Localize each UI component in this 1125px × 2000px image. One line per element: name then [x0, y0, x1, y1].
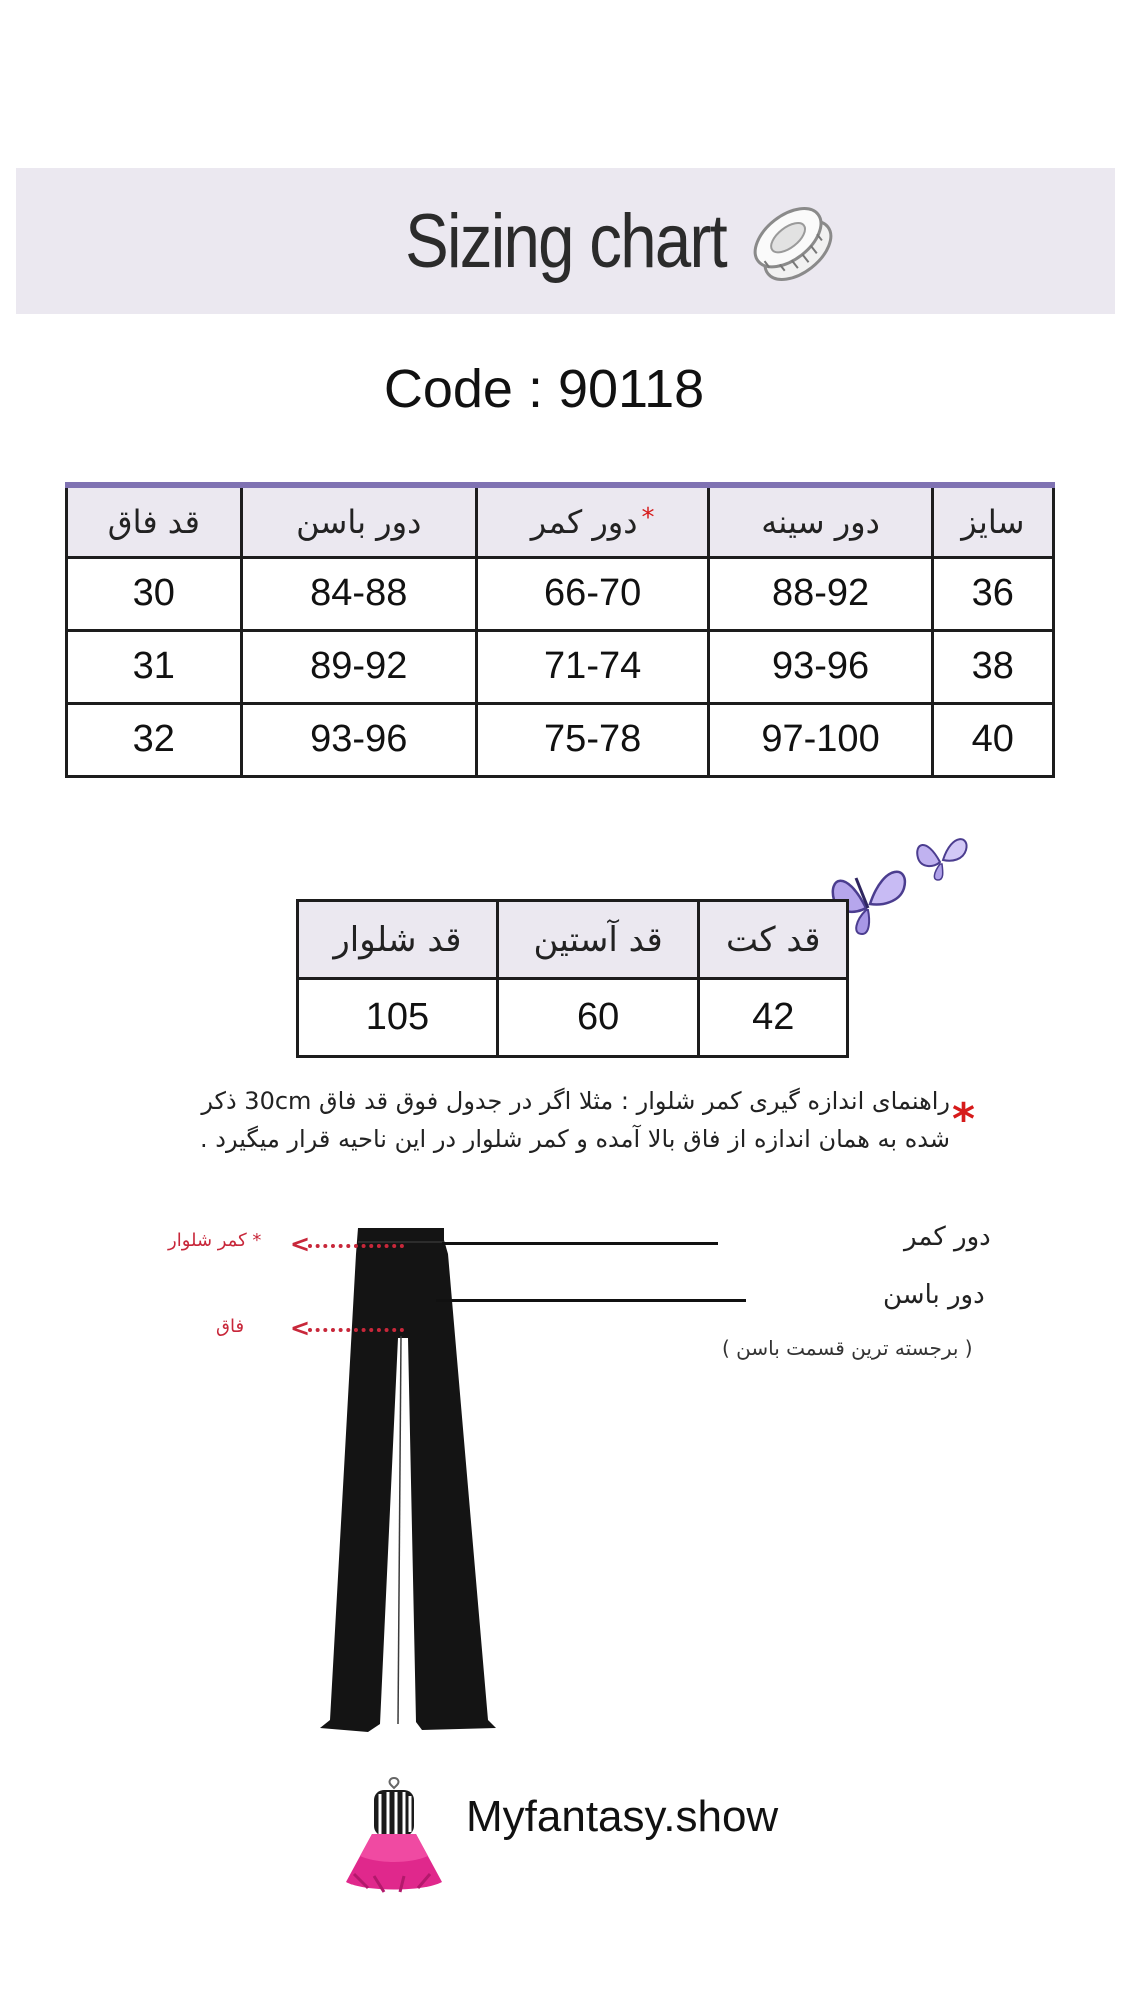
note-line-1: راهنمای اندازه گیری کمر شلوار : مثلا اگر در جدول فوق قد فاق 30cm ذکر — [201, 1087, 950, 1115]
cell-rise: 32 — [67, 703, 242, 776]
cell-rise: 30 — [67, 557, 242, 630]
cell-size: 36 — [932, 557, 1053, 630]
note-line-2: شده به همان اندازه از فاق بالا آمده و کمر شلوار در این ناحیه قرار میگیرد . — [200, 1125, 950, 1153]
crotch-label: فاق — [216, 1316, 245, 1337]
cell-chest: 97-100 — [709, 703, 932, 776]
length-table-header — [298, 901, 848, 979]
waistband-arrow-icon: < — [290, 1230, 311, 1258]
cell-rise: 31 — [67, 630, 242, 703]
header-chest: دور سینه — [709, 485, 932, 557]
brand-name: Myfantasy.show — [466, 1792, 779, 1841]
cell-pants: 105 — [298, 979, 498, 1057]
size-table-header — [67, 485, 1054, 557]
cell-chest: 93-96 — [709, 630, 932, 703]
cell-sleeve: 60 — [497, 979, 699, 1057]
waist-reference-line — [442, 1242, 718, 1245]
cell-size: 40 — [932, 703, 1053, 776]
cell-hip: 89-92 — [241, 630, 476, 703]
length-table — [296, 899, 849, 1058]
header-pants: قد شلوار — [298, 901, 498, 979]
crotch-dotted-line — [308, 1328, 404, 1332]
code-label: Code : — [383, 359, 543, 419]
butterfly-icon — [912, 828, 972, 884]
cell-waist: 66-70 — [476, 557, 709, 630]
table-row — [67, 557, 1054, 630]
crotch-arrow-icon: < — [290, 1314, 311, 1342]
waist-label: دور کمر — [904, 1222, 991, 1252]
header-banner — [16, 168, 1115, 314]
hip-note: ( برجسته ترین قسمت باسن ) — [722, 1336, 973, 1360]
code-value: 90118 — [557, 359, 705, 419]
header-size: سایز — [932, 485, 1053, 557]
table-row — [298, 979, 848, 1057]
waistband-label: * کمر شلوار — [168, 1230, 262, 1251]
product-code — [0, 358, 1088, 420]
hip-reference-line — [436, 1299, 746, 1302]
cell-hip: 93-96 — [241, 703, 476, 776]
header-sleeve: قد آستین — [497, 901, 699, 979]
size-table — [65, 482, 1055, 778]
dress-logo-icon — [344, 1776, 444, 1896]
measuring-tape-icon — [748, 196, 838, 292]
header-hip: دور باسن — [241, 485, 476, 557]
waist-star: * — [641, 502, 655, 533]
cell-size: 38 — [932, 630, 1053, 703]
cell-waist: 71-74 — [476, 630, 709, 703]
note-star: * — [952, 1094, 976, 1145]
table-row — [67, 630, 1054, 703]
cell-waist: 75-78 — [476, 703, 709, 776]
header-waist — [476, 485, 709, 557]
cell-hip: 84-88 — [241, 557, 476, 630]
header-jacket: قد کت — [699, 901, 848, 979]
waistband-dotted-line — [308, 1244, 404, 1248]
hip-label: دور باسن — [883, 1280, 985, 1310]
table-row — [67, 703, 1054, 776]
pants-illustration — [320, 1228, 500, 1738]
page-title: Sizing chart — [405, 198, 726, 284]
cell-jacket: 42 — [699, 979, 848, 1057]
header-rise: قد فاق — [67, 485, 242, 557]
measurement-note — [100, 1082, 950, 1158]
header-waist-label: دور کمر — [530, 502, 638, 541]
cell-chest: 88-92 — [709, 557, 932, 630]
